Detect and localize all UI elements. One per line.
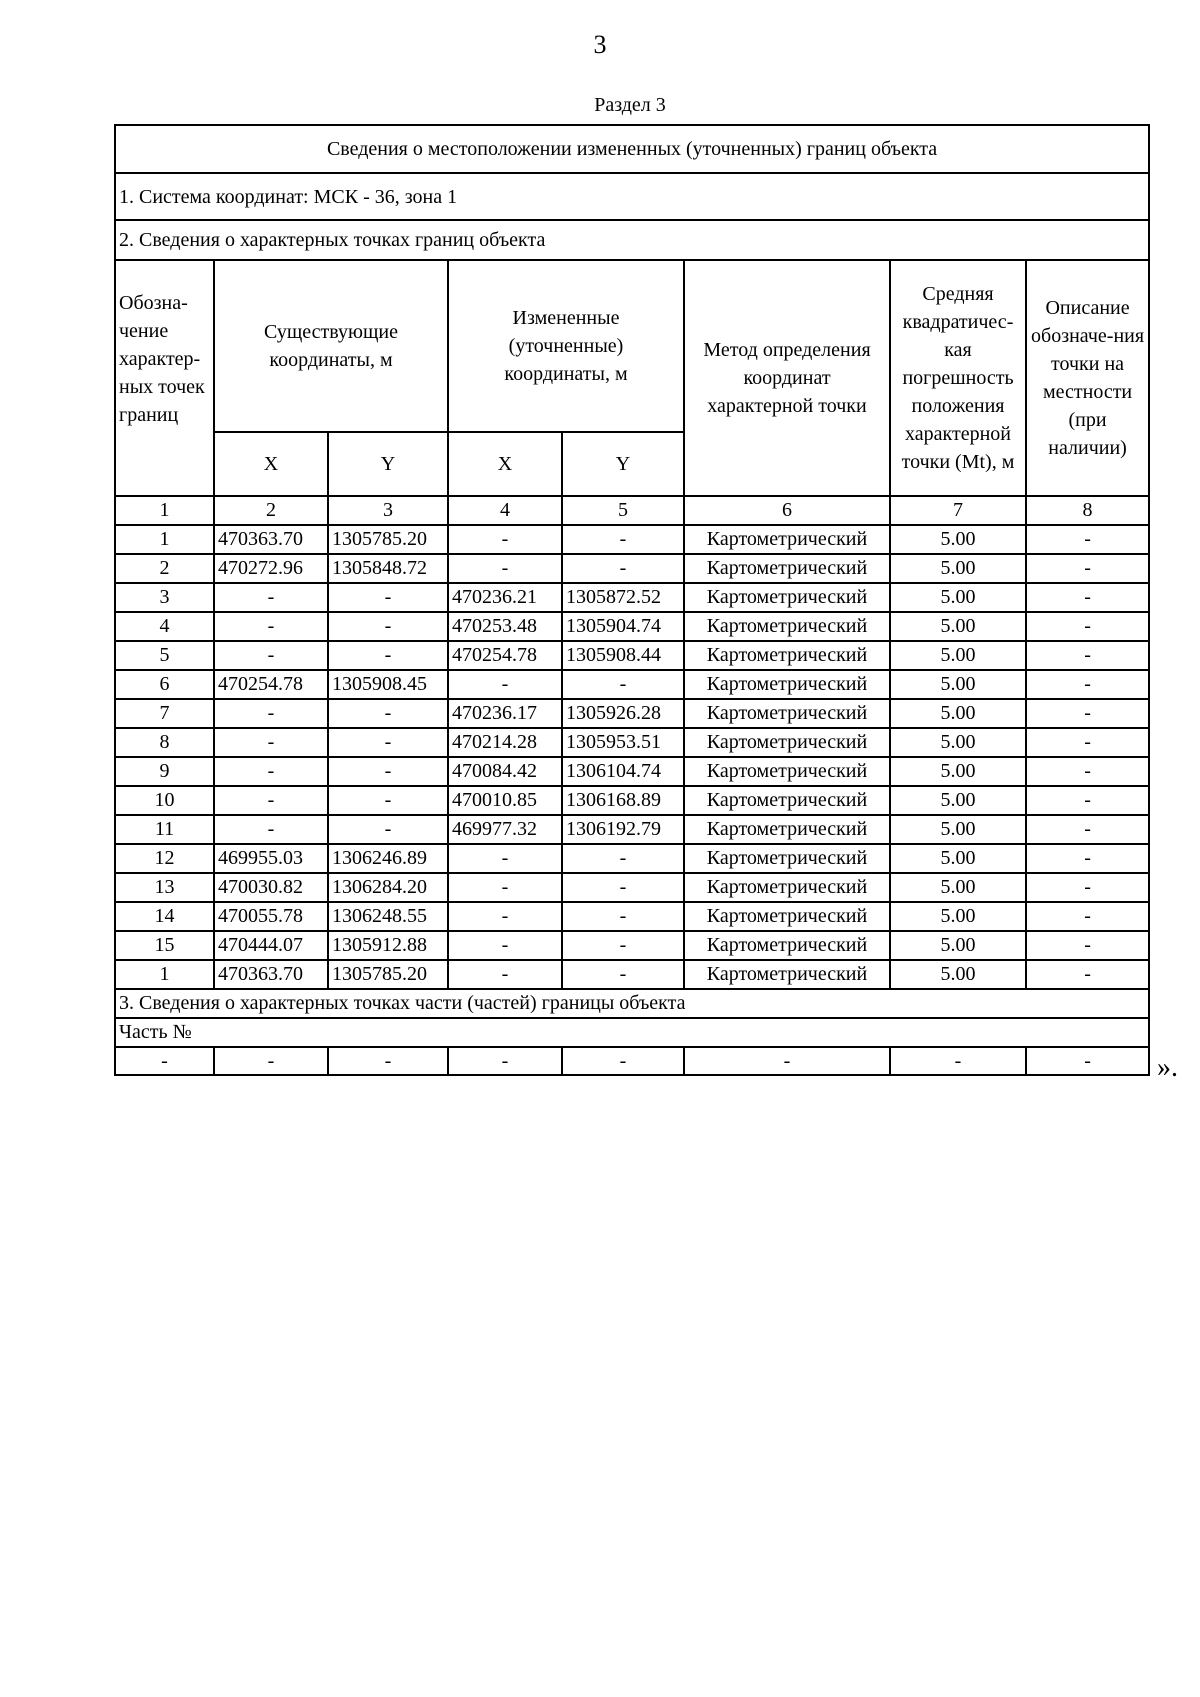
part-cell: - [1026,1047,1149,1075]
cell-method: Картометрический [684,554,890,583]
cell-changed-y: 1306192.79 [562,815,684,844]
cell-accuracy: 5.00 [890,873,1026,902]
header-description: Описание обозначе-ния точки на местности (при наличии) [1026,260,1149,496]
cell-existing-y: - [328,786,448,815]
table-row [115,960,1149,989]
closing-quote-mark: ». [1157,1052,1178,1083]
cell-description: - [1026,960,1149,989]
cell-method: Картометрический [684,931,890,960]
cell-point-id: 10 [115,786,214,815]
part-row [115,1047,1149,1075]
cell-changed-y: 1305872.52 [562,583,684,612]
cell-changed-x: - [448,960,562,989]
cell-method: Картометрический [684,612,890,641]
cell-accuracy: 5.00 [890,583,1026,612]
part-cell: - [890,1047,1026,1075]
cell-existing-x: - [214,757,328,786]
cell-description: - [1026,815,1149,844]
column-number-row [115,496,1149,525]
cell-changed-y: 1305953.51 [562,728,684,757]
cell-existing-x: 470363.70 [214,960,328,989]
header-changed-coordinates: Измененные (уточненные) координаты, м [448,260,684,432]
cell-existing-x: 470030.82 [214,873,328,902]
cell-accuracy: 5.00 [890,757,1026,786]
cell-accuracy: 5.00 [890,902,1026,931]
cell-existing-x: 470272.96 [214,554,328,583]
cell-changed-y: - [562,931,684,960]
cell-changed-x: - [448,931,562,960]
cell-method: Картометрический [684,670,890,699]
cell-existing-x: 470444.07 [214,931,328,960]
cell-method: Картометрический [684,960,890,989]
cell-accuracy: 5.00 [890,786,1026,815]
cell-existing-y: - [328,728,448,757]
cell-point-id: 9 [115,757,214,786]
cell-changed-y: - [562,902,684,931]
table-title: Сведения о местоположении измененных (уточненных) границ объекта [115,125,1149,173]
cell-existing-x: - [214,583,328,612]
cell-method: Картометрический [684,525,890,554]
cell-existing-y: - [328,699,448,728]
cell-method: Картометрический [684,844,890,873]
cell-description: - [1026,786,1149,815]
cell-accuracy: 5.00 [890,815,1026,844]
cell-changed-y: 1305908.44 [562,641,684,670]
cell-changed-x: 470084.42 [448,757,562,786]
column-number: 5 [562,496,684,525]
table-row [115,757,1149,786]
table-row [115,670,1149,699]
table-row [115,612,1149,641]
table-row [115,525,1149,554]
header-accuracy: Средняя квадратичес-кая погрешность положения характерной точки (Mt), м [890,260,1026,496]
cell-accuracy: 5.00 [890,844,1026,873]
part-cell: - [115,1047,214,1075]
part-cell: - [684,1047,890,1075]
cell-point-id: 11 [115,815,214,844]
parts-section-heading: 3. Сведения о характерных точках части (частей) границы объекта [115,989,1149,1018]
cell-existing-x: - [214,612,328,641]
cell-point-id: 1 [115,960,214,989]
header-existing-y: Y [328,432,448,496]
table-row [115,583,1149,612]
cell-method: Картометрический [684,728,890,757]
cell-existing-x: - [214,641,328,670]
table-row [115,699,1149,728]
cell-changed-y: - [562,960,684,989]
cell-existing-y: - [328,757,448,786]
cell-accuracy: 5.00 [890,525,1026,554]
cell-existing-y: - [328,815,448,844]
cell-accuracy: 5.00 [890,699,1026,728]
cell-existing-x: 470363.70 [214,525,328,554]
cell-existing-x: - [214,815,328,844]
page-number: 3 [593,30,607,59]
header-designation: Обозна-чение характер-ных точек границ [115,260,214,496]
section-title: Раздел 3 [594,94,666,116]
cell-point-id: 2 [115,554,214,583]
cell-changed-x: 470253.48 [448,612,562,641]
cell-description: - [1026,641,1149,670]
cell-changed-x: - [448,873,562,902]
part-number-label: Часть № [115,1018,1149,1047]
cell-existing-y: 1306246.89 [328,844,448,873]
cell-existing-y: - [328,612,448,641]
cell-accuracy: 5.00 [890,931,1026,960]
header-method: Метод определения координат характерной точки [684,260,890,496]
cell-existing-y: 1305785.20 [328,525,448,554]
header-existing-coordinates: Существующие координаты, м [214,260,448,432]
points-section-heading: 2. Сведения о характерных точках границ объекта [115,220,1149,260]
cell-changed-x: - [448,554,562,583]
cell-changed-y: 1306168.89 [562,786,684,815]
cell-point-id: 7 [115,699,214,728]
part-cell: - [328,1047,448,1075]
cell-method: Картометрический [684,815,890,844]
cell-existing-y: 1305908.45 [328,670,448,699]
column-number: 2 [214,496,328,525]
cell-changed-x: - [448,525,562,554]
cell-changed-y: - [562,844,684,873]
table-row [115,902,1149,931]
cell-changed-x: 470236.17 [448,699,562,728]
cell-changed-y: 1305926.28 [562,699,684,728]
cell-existing-y: - [328,583,448,612]
cell-existing-y: - [328,641,448,670]
column-number: 4 [448,496,562,525]
cell-method: Картометрический [684,699,890,728]
cell-accuracy: 5.00 [890,728,1026,757]
cell-point-id: 12 [115,844,214,873]
cell-existing-x: 470254.78 [214,670,328,699]
header-existing-x: X [214,432,328,496]
cell-changed-x: 470236.21 [448,583,562,612]
header-changed-y: Y [562,432,684,496]
cell-point-id: 3 [115,583,214,612]
cell-point-id: 4 [115,612,214,641]
cell-changed-y: - [562,670,684,699]
header-changed-x: X [448,432,562,496]
table-row [115,844,1149,873]
cell-changed-y: 1306104.74 [562,757,684,786]
cell-point-id: 13 [115,873,214,902]
cell-description: - [1026,554,1149,583]
cell-method: Картометрический [684,786,890,815]
cell-changed-y: - [562,873,684,902]
cell-changed-x: 470214.28 [448,728,562,757]
boundary-points-table [114,124,1150,1076]
cell-point-id: 14 [115,902,214,931]
cell-existing-x: 470055.78 [214,902,328,931]
table-row [115,786,1149,815]
cell-existing-x: 469955.03 [214,844,328,873]
cell-description: - [1026,670,1149,699]
part-cell: - [214,1047,328,1075]
cell-changed-x: 469977.32 [448,815,562,844]
table-row [115,931,1149,960]
cell-point-id: 8 [115,728,214,757]
cell-existing-y: 1305785.20 [328,960,448,989]
cell-description: - [1026,728,1149,757]
cell-method: Картометрический [684,757,890,786]
cell-existing-x: - [214,699,328,728]
cell-description: - [1026,931,1149,960]
cell-method: Картометрический [684,873,890,902]
cell-description: - [1026,844,1149,873]
part-cell: - [448,1047,562,1075]
cell-description: - [1026,612,1149,641]
cell-changed-x: - [448,670,562,699]
cell-changed-x: - [448,902,562,931]
cell-changed-x: 470010.85 [448,786,562,815]
cell-description: - [1026,902,1149,931]
cell-changed-y: - [562,554,684,583]
cell-accuracy: 5.00 [890,554,1026,583]
cell-accuracy: 5.00 [890,641,1026,670]
cell-point-id: 1 [115,525,214,554]
cell-point-id: 15 [115,931,214,960]
cell-changed-y: 1305904.74 [562,612,684,641]
cell-changed-x: - [448,844,562,873]
column-number: 7 [890,496,1026,525]
table-row [115,873,1149,902]
cell-changed-x: 470254.78 [448,641,562,670]
cell-point-id: 6 [115,670,214,699]
column-number: 8 [1026,496,1149,525]
cell-changed-y: - [562,525,684,554]
table-row [115,641,1149,670]
cell-accuracy: 5.00 [890,960,1026,989]
cell-existing-x: - [214,786,328,815]
cell-existing-y: 1305912.88 [328,931,448,960]
column-number: 3 [328,496,448,525]
table-row [115,554,1149,583]
cell-method: Картометрический [684,641,890,670]
cell-method: Картометрический [684,583,890,612]
cell-accuracy: 5.00 [890,612,1026,641]
cell-description: - [1026,525,1149,554]
column-number: 1 [115,496,214,525]
cell-existing-y: 1306248.55 [328,902,448,931]
cell-description: - [1026,583,1149,612]
cell-existing-y: 1305848.72 [328,554,448,583]
cell-description: - [1026,757,1149,786]
cell-existing-x: - [214,728,328,757]
column-number: 6 [684,496,890,525]
part-cell: - [562,1047,684,1075]
cell-method: Картометрический [684,902,890,931]
table-row [115,815,1149,844]
cell-existing-y: 1306284.20 [328,873,448,902]
table-row [115,728,1149,757]
cell-point-id: 5 [115,641,214,670]
cell-description: - [1026,873,1149,902]
coordinate-system: 1. Система координат: МСК - 36, зона 1 [115,173,1149,220]
cell-description: - [1026,699,1149,728]
cell-accuracy: 5.00 [890,670,1026,699]
